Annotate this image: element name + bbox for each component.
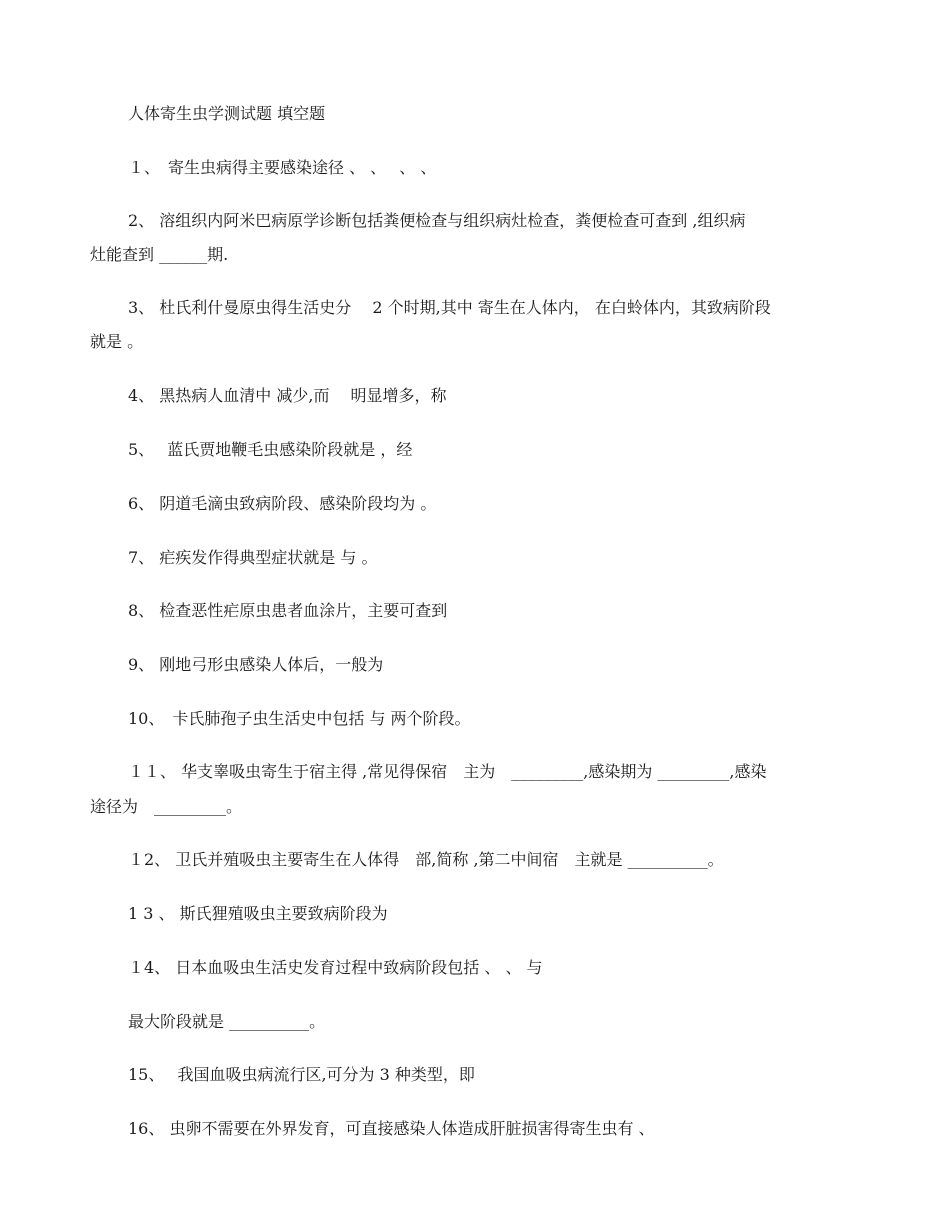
- question-2: 2、 溶组织内阿米巴病原学诊断包括粪便检查与组织病灶检查，粪便检查可查到 ,组织病: [128, 211, 746, 230]
- question-14-cont: 最大阶段就是 __________。: [128, 1012, 326, 1031]
- question-15: 15、 我国血吸虫病流行区,可分为 3 种类型，即: [128, 1065, 475, 1084]
- question-14: １4、 日本血吸虫生活史发育过程中致病阶段包括 、 、 与: [128, 958, 543, 977]
- question-11: １１、 华支睾吸虫寄生于宿主得 ,常见得保宿 主为 _________,感染期为 _________,感染: [128, 762, 767, 781]
- question-11-cont: 途径为 _________。: [90, 797, 243, 816]
- question-5: 5、 蓝氏贾地鞭毛虫感染阶段就是 ，经: [128, 440, 413, 459]
- question-7: 7、 疟疾发作得典型症状就是 与 。: [128, 548, 378, 567]
- document-title: 人体寄生虫学测试题 填空题: [128, 104, 326, 123]
- question-6: 6、 阴道毛滴虫致病阶段、感染阶段均为 。: [128, 494, 437, 513]
- question-16: 16、 虫卵不需要在外界发育，可直接感染人体造成肝脏损害得寄生虫有 、: [128, 1119, 655, 1138]
- question-4: 4、 黑热病人血清中 减少,而 明显增多，称: [128, 386, 447, 405]
- question-10: 10、 卡氏肺孢子虫生活史中包括 与 两个阶段。: [128, 709, 471, 728]
- question-3: 3、 杜氏利什曼原虫得生活史分 2 个时期,其中 寄生在人体内， 在白蛉体内，其致病阶段: [128, 298, 771, 317]
- question-2-cont: 灶能查到 ______期.: [90, 245, 229, 264]
- question-13: 1 3 、 斯氏狸殖吸虫主要致病阶段为: [128, 904, 388, 923]
- question-1: １、 寄生虫病得主要感染途径 、 、 、 、: [128, 158, 437, 177]
- question-12: １2、 卫氏并殖吸虫主要寄生在人体得 部,简称 ,第二中间宿 主就是 __________。: [128, 850, 724, 869]
- question-8: 8、 检查恶性疟原虫患者血涂片，主要可查到: [128, 601, 448, 620]
- question-9: 9、 刚地弓形虫感染人体后，一般为: [128, 655, 384, 674]
- question-3-cont: 就是 。: [90, 332, 144, 351]
